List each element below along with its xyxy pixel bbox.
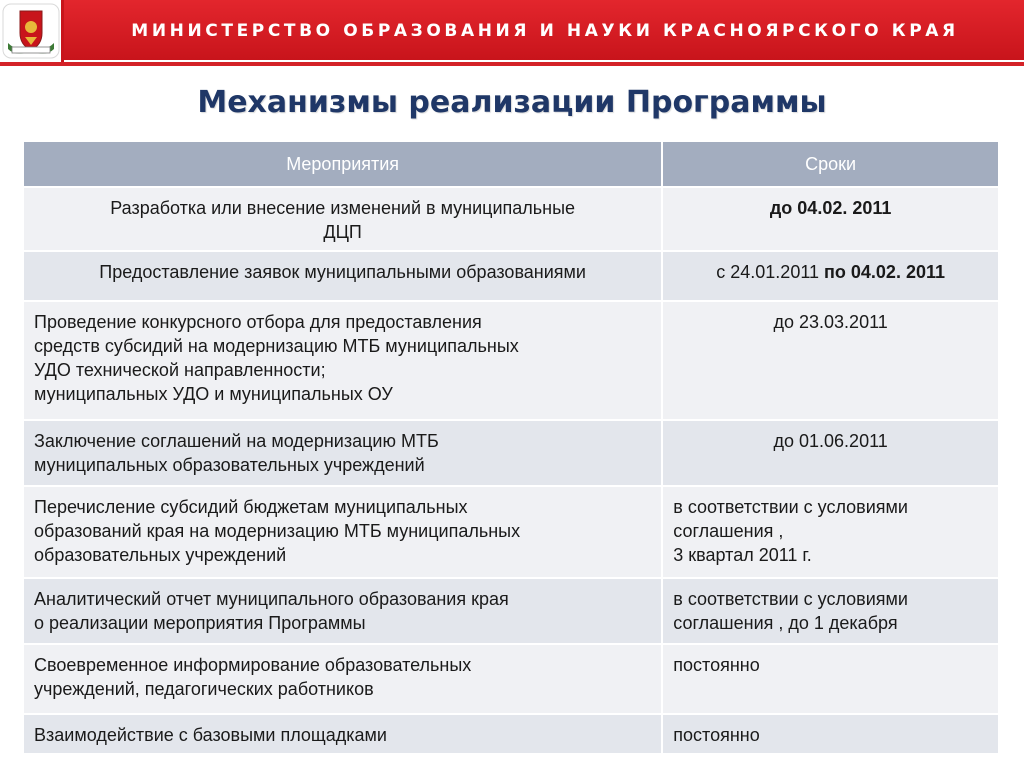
events-table (24, 142, 1000, 755)
column-header-events: Мероприятия (24, 142, 662, 187)
event-cell: Разработка или внесение изменений в муниципальные ДЦП (24, 187, 662, 251)
coat-of-arms-icon (2, 3, 60, 59)
logo (0, 0, 64, 62)
term-end: по 04.02. 2011 (824, 262, 945, 282)
event-cell: Заключение соглашений на модернизацию МТБ муниципальных образовательных учреждений (24, 420, 662, 486)
term-cell: до 04.02. 2011 (662, 187, 999, 251)
term-cell (662, 251, 999, 301)
term-cell: в соответствии с условиями соглашения , 3 квартал 2011 г. (662, 486, 999, 578)
term-cell: до 01.06.2011 (662, 420, 999, 486)
term-start: с 24.01.2011 (716, 262, 825, 282)
event-cell: Аналитический отчет муниципального образования края о реализации мероприятия Программы (24, 578, 662, 644)
term-cell: до 23.03.2011 (662, 301, 999, 420)
table-row (24, 578, 999, 644)
table-row (24, 251, 999, 301)
term-cell: в соответствии с условиями соглашения , до 1 декабря (662, 578, 999, 644)
event-cell: Перечисление субсидий бюджетам муниципальных образований края на модернизацию МТБ муниципальных образовательных учреждений (24, 486, 662, 578)
table-row (24, 301, 999, 420)
term-cell: постоянно (662, 644, 999, 714)
column-header-terms: Сроки (662, 142, 999, 187)
event-cell: Своевременное информирование образовательных учреждений, педагогических работников (24, 644, 662, 714)
page-title: Механизмы реализации Программы (197, 85, 827, 120)
event-cell: Взаимодействие с базовыми площадками (24, 714, 662, 754)
table-row (24, 644, 999, 714)
table-row (24, 187, 999, 251)
term-cell: постоянно (662, 714, 999, 754)
header-title: МИНИСТЕРСТВО ОБРАЗОВАНИЯ И НАУКИ КРАСНОЯРСКОГО КРАЯ (131, 21, 959, 41)
event-cell: Предоставление заявок муниципальными образованиями (24, 251, 662, 301)
table-header-row (24, 142, 999, 187)
table-row (24, 714, 999, 754)
table-row (24, 486, 999, 578)
table-row (24, 420, 999, 486)
event-cell: Проведение конкурсного отбора для предоставления средств субсидий на модернизацию МТБ муниципальных УДО технической направленности; муниципальных УДО и муниципальных ОУ (24, 301, 662, 420)
header-bar (0, 0, 1024, 62)
